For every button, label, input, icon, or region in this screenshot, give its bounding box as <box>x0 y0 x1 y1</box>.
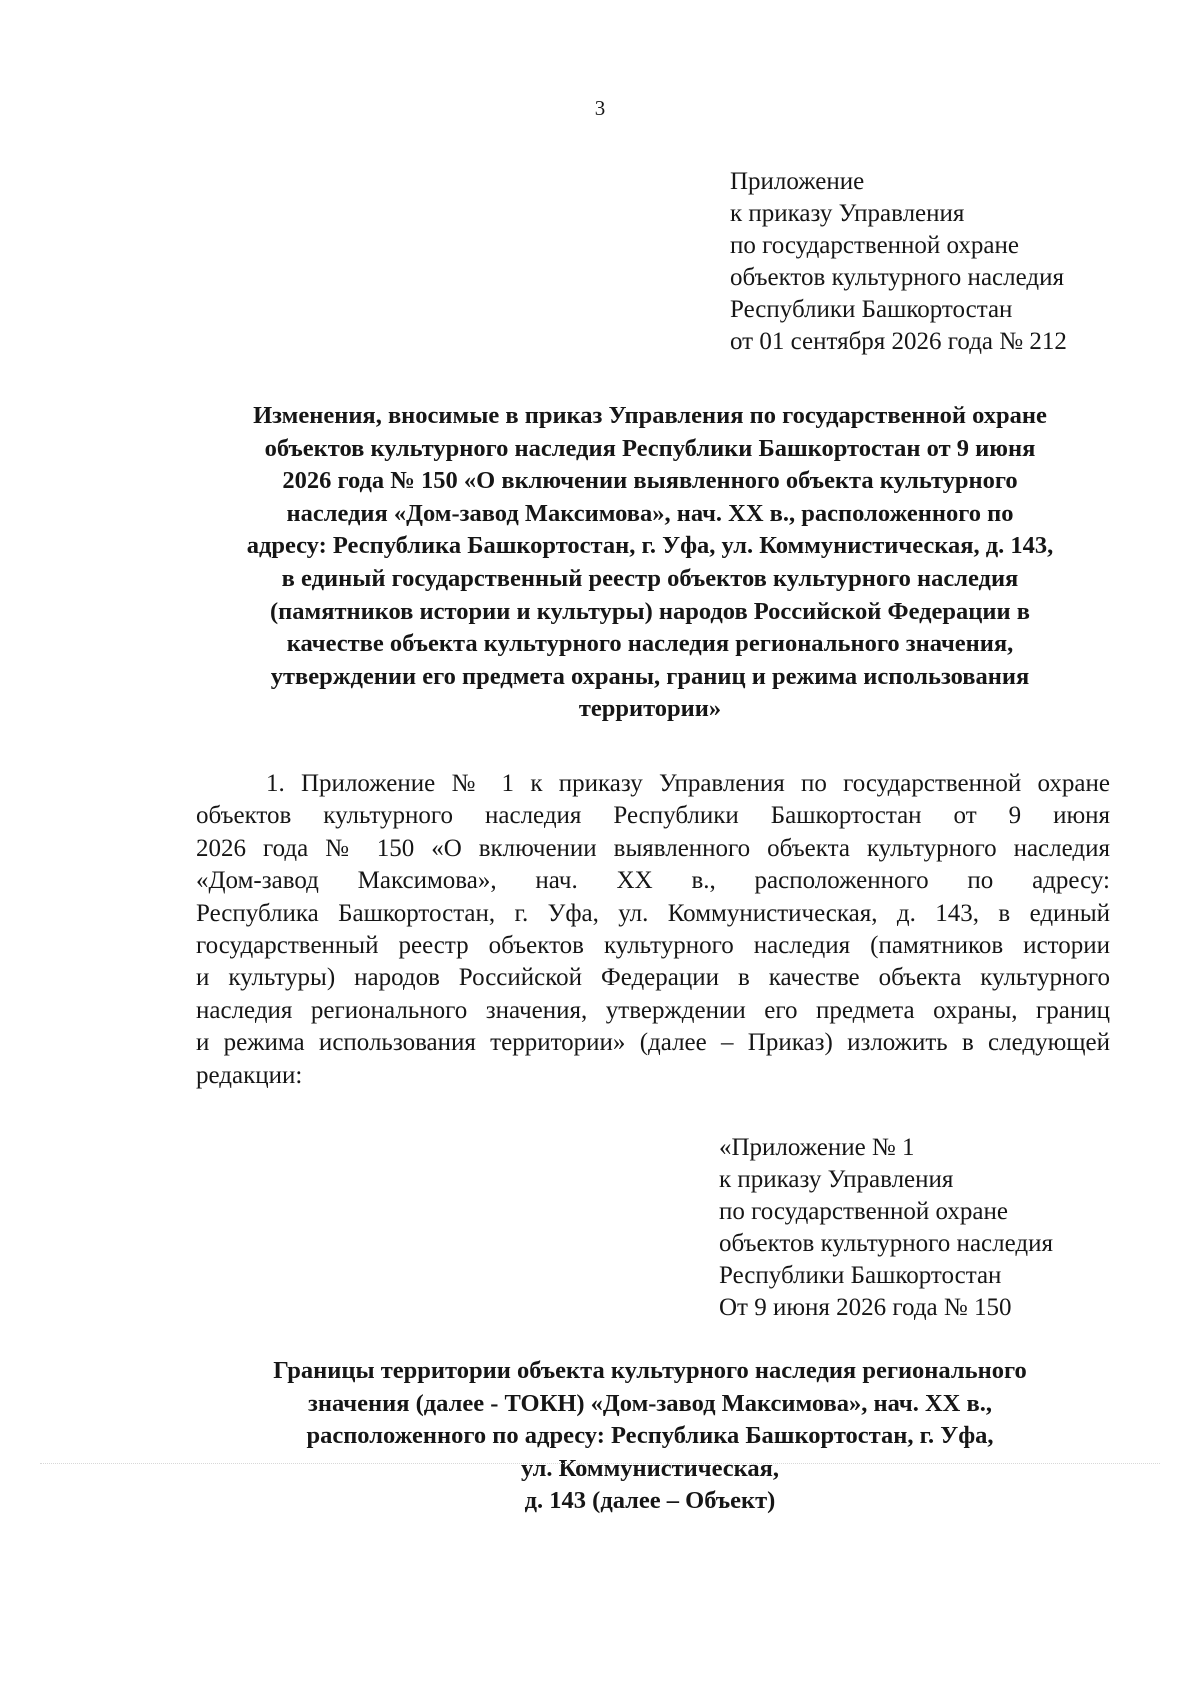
changes-title <box>190 400 1110 726</box>
paragraph-line: объектов культурного наследия Республики Башкортостан от 9 июня <box>196 802 1110 830</box>
paragraph-line: наследия регионального значения, утверждении его предмета охраны, границ <box>196 996 1110 1024</box>
paragraph-line: «Дом-завод Максимова», нач. XX в., расположенного по адресу: <box>196 867 1110 895</box>
title-line: утверждении его предмета охраны, границ и режима использования <box>270 662 1030 690</box>
title-line: Границы территории объекта культурного наследия регионального <box>273 1357 1027 1384</box>
paragraph-line: Республика Башкортостан, г. Уфа, ул. Коммунистическая, д. 143, в единый <box>196 899 1110 927</box>
title-line: значения (далее - ТОКН) «Дом-завод Максимова», нач. XX в., <box>308 1389 992 1417</box>
approval-line: объектов культурного наследия <box>730 264 1064 291</box>
title-line: адресу: Республика Башкортостан, г. Уфа, ул. Коммунистическая, д. 143, <box>246 532 1054 560</box>
title-line: д. 143 (далее – Объект) <box>524 1487 776 1515</box>
paragraph-line: редакции: <box>196 1061 303 1089</box>
approval-line: Республики Башкортостан <box>730 296 1013 323</box>
page-number: 3 <box>594 96 606 120</box>
approval-line: Республики Башкортостан <box>719 1262 1002 1289</box>
approval-line: «Приложение № 1 <box>719 1134 915 1161</box>
title-line: (памятников истории и культуры) народов Российской Федерации в <box>270 597 1030 625</box>
scan-artifact-line <box>40 1463 1160 1464</box>
boundaries-title <box>200 1355 1100 1518</box>
title-line: территории» <box>578 695 722 723</box>
approval-line: От 9 июня 2026 года № 150 <box>719 1294 1012 1321</box>
approval-line: от 01 сентября 2026 года № 212 <box>730 328 1067 355</box>
title-line: расположенного по адресу: Республика Башкортостан, г. Уфа, <box>306 1422 994 1450</box>
approval-block-order-212 <box>730 166 1067 358</box>
approval-line: по государственной охране <box>719 1198 1009 1225</box>
title-line: Изменения, вносимые в приказ Управления по государственной охране <box>253 402 1047 429</box>
paragraph-line: и режима использования территории» (далее – Приказ) изложить в следующей <box>196 1029 1110 1057</box>
title-line: в единый государственный реестр объектов культурного наследия <box>281 564 1019 592</box>
title-line: ул. Коммунистическая, <box>520 1454 780 1482</box>
paragraph-line: государственный реестр объектов культурного наследия (памятников истории <box>196 932 1110 960</box>
approval-line: по государственной охране <box>730 232 1020 259</box>
title-line: качестве объекта культурного наследия регионального значения, <box>286 630 1014 658</box>
approval-line: к приказу Управления <box>730 200 965 227</box>
title-line: 2026 года № 150 «О включении выявленного объекта культурного <box>282 467 1018 495</box>
paragraph-line: и культуры) народов Российской Федерации в качестве объекта культурного <box>196 964 1110 992</box>
approval-line: к приказу Управления <box>719 1166 954 1193</box>
approval-block-order-150 <box>719 1132 1053 1324</box>
paragraph-1 <box>196 768 1110 1092</box>
paragraph-line: 2026 года № 150 «О включении выявленного объекта культурного наследия <box>196 834 1110 862</box>
title-line: объектов культурного наследия Республики Башкортостан от 9 июня <box>264 434 1036 462</box>
approval-line: Приложение <box>730 168 865 195</box>
paragraph-line: 1. Приложение № 1 к приказу Управления по государственной охране <box>266 770 1110 797</box>
approval-line: объектов культурного наследия <box>719 1230 1053 1257</box>
title-line: наследия «Дом-завод Максимова», нач. XX в., расположенного по <box>286 499 1014 527</box>
